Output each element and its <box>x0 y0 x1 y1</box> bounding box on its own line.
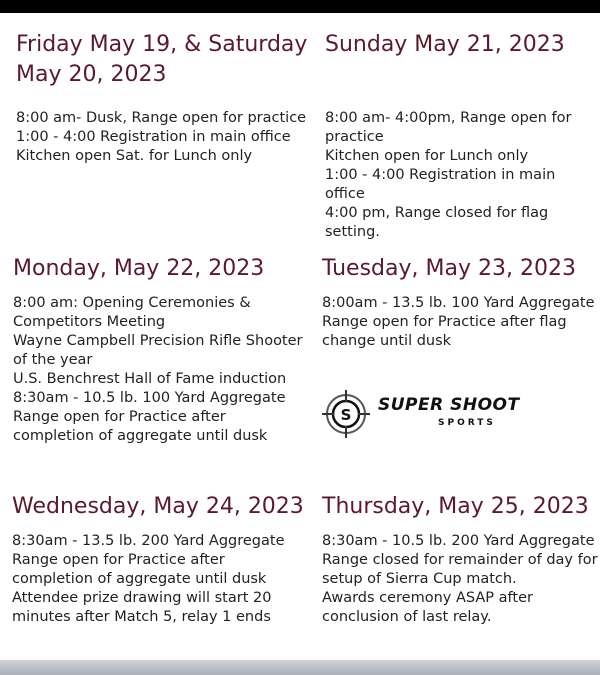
logo-wordmark: SUPER SHOOT <box>378 395 520 415</box>
detail-line: Range closed for remainder of day for setup of Sierra Cup match. <box>322 552 598 587</box>
day-heading: Friday May 19, & Saturday May 20, 2023 <box>16 32 308 87</box>
detail-line: 8:00 am- Dusk, Range open for practice <box>16 110 307 126</box>
super-shoot-sports-logo <box>320 388 580 440</box>
schedule-day-wednesday <box>12 492 308 627</box>
detail-line: Awards ceremony ASAP after conclusion of last relay. <box>322 590 533 625</box>
day-details <box>322 532 598 627</box>
detail-line: 8:00 am: Opening Ceremonies & Competitors Meeting <box>13 295 251 330</box>
detail-line: U.S. Benchrest Hall of Fame induction <box>13 371 287 387</box>
detail-line: 8:00am - 13.5 lb. 100 Yard Aggregate <box>322 295 595 311</box>
day-details <box>322 294 598 351</box>
detail-line: 1:00 - 4:00 Registration in main office <box>325 167 556 202</box>
day-heading: Sunday May 21, 2023 <box>325 32 565 57</box>
detail-line: 8:30am - 13.5 lb. 200 Yard Aggregate <box>12 533 285 549</box>
detail-line: Kitchen open for Lunch only <box>325 148 529 164</box>
day-details <box>325 109 595 242</box>
day-details <box>16 109 311 166</box>
schedule-day-sunday <box>325 30 595 242</box>
day-heading: Monday, May 22, 2023 <box>13 256 265 281</box>
bottom-bar <box>0 660 600 675</box>
schedule-day-friday-saturday <box>16 30 311 166</box>
detail-line: Wayne Campbell Precision Rifle Shooter of the year <box>13 333 303 368</box>
detail-line: Attendee prize drawing will start 20 minutes after Match 5, relay 1 ends <box>12 590 272 625</box>
detail-line: Range open for Practice after flag change until dusk <box>322 314 567 349</box>
detail-line: Kitchen open Sat. for Lunch only <box>16 148 253 164</box>
detail-line: 1:00 - 4:00 Registration in main office <box>16 129 291 145</box>
detail-line: Range open for Practice after completion of aggregate until dusk <box>13 409 268 444</box>
top-bar <box>0 0 600 13</box>
day-details <box>12 532 308 627</box>
detail-line: 8:30am - 10.5 lb. 100 Yard Aggregate <box>13 390 286 406</box>
day-heading: Wednesday, May 24, 2023 <box>12 494 304 519</box>
day-heading: Thursday, May 25, 2023 <box>322 494 589 519</box>
crosshair-icon <box>320 388 372 440</box>
detail-line: 8:30am - 10.5 lb. 200 Yard Aggregate <box>322 533 595 549</box>
day-details <box>13 294 308 446</box>
svg-text:S: S <box>340 406 352 424</box>
schedule-day-tuesday <box>322 254 598 351</box>
detail-line: 4:00 pm, Range closed for flag setting. <box>325 205 549 240</box>
schedule-day-thursday <box>322 492 598 627</box>
detail-line: 8:00 am- 4:00pm, Range open for practice <box>325 110 572 145</box>
day-heading: Tuesday, May 23, 2023 <box>322 256 576 281</box>
detail-line: Range open for Practice after completion of aggregate until dusk <box>12 552 267 587</box>
schedule-day-monday <box>13 254 308 446</box>
logo-subtitle: SPORTS <box>438 418 496 428</box>
